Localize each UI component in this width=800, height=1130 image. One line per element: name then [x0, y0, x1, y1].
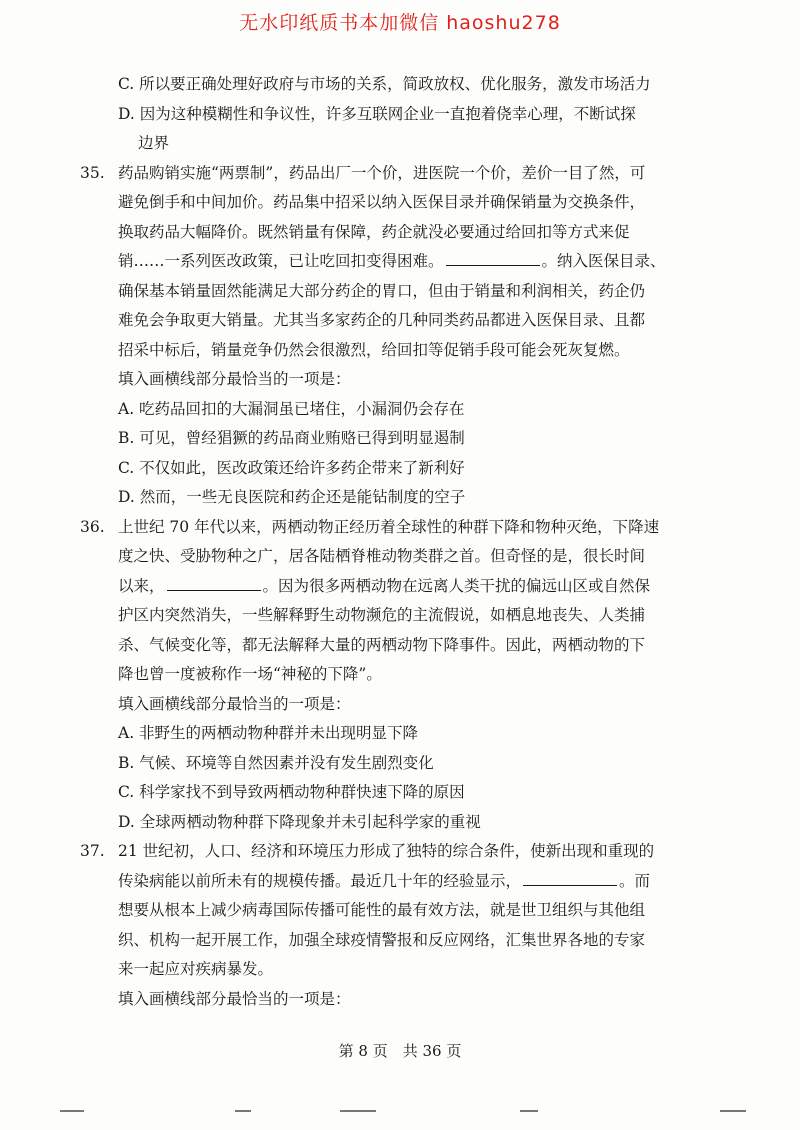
q36-option-a: A. 非野生的两栖动物种群并未出现明显下降 [118, 724, 419, 742]
q37-stem-line: 织、机构一起开展工作，加强全球疫情警报和反应网络，汇集世界各地的专家 [118, 930, 646, 949]
q36-number: 36. [80, 517, 105, 536]
q36-option-d: D. 全球两栖动物种群下降现象并未引起科学家的重视 [118, 812, 481, 831]
q37-stem-text: 传染病能以前所未有的规模传播。最近几十年的经验显示， [118, 871, 522, 890]
scan-speck [235, 1110, 251, 1112]
q35-prompt: 填入画横线部分最恰当的一项是： [118, 370, 351, 388]
q36-stem-text: 。因为很多两栖动物在远离人类干扰的偏远山区或自然保 [262, 576, 651, 595]
q35-stem-text: 销……一系列医改政策，已让吃回扣变得困难。 [118, 252, 444, 270]
q35-stem-line [80, 247, 720, 277]
scan-speck [720, 1110, 746, 1112]
q36-stem-line: 度之快、受胁物种之广，居各陆栖脊椎动物类群之首。但奇怪的是，很长时间 [118, 547, 646, 565]
scan-speck [60, 1110, 84, 1112]
q36-answer-blank [167, 572, 261, 591]
q35-number: 35. [80, 163, 105, 182]
q37-stem-text: 。而 [619, 871, 651, 890]
q37-stem-line: 来一起应对疾病暴发。 [118, 960, 274, 978]
q37-number: 37. [80, 842, 105, 860]
option-c-prev: C. 所以要正确处理好政府与市场的关系，简政放权、优化服务，激发市场活力 [118, 75, 651, 93]
page-footer: 第 8 页 共 36 页 [338, 1042, 462, 1060]
q35-answer-blank [446, 247, 540, 266]
watermark-text: 无水印纸质书本加微信 haoshu278 [239, 12, 561, 34]
option-d-prev: D. 因为这种模糊性和争议性，许多互联网企业一直抱着侥幸心理，不断试探 [118, 104, 636, 123]
q37-stem-line: 想要从根本上减少病毒国际传播可能性的最有效方法，就是世卫组织与其他组 [118, 901, 646, 919]
q37-stem-line [80, 837, 720, 867]
q35-option-d: D. 然而，一些无良医院和药企还是能钻制度的空子 [118, 488, 466, 506]
q37-prompt: 填入画横线部分最恰当的一项是： [118, 989, 351, 1008]
q37-stem-line [80, 867, 720, 897]
q36-stem-line: 杀、气候变化等，都无法解释大量的两栖动物下降事件。因此，两栖动物的下 [118, 635, 646, 654]
q37-stem-text: 21 世纪初，人口、经济和环境压力形成了独特的综合条件，使新出现和重现的 [118, 842, 655, 860]
q35-stem-line: 招采中标后，销量竞争仍然会很激烈，给回扣等促销手段可能会死灰复燃。 [118, 340, 630, 359]
q35-option-c: C. 不仅如此，医改政策还给许多药企带来了新利好 [118, 458, 465, 477]
q35-stem-line [80, 159, 720, 189]
q36-stem-text: 以来， [118, 576, 165, 595]
q36-stem-text: 上世纪 70 年代以来，两栖动物正经历着全球性的种群下降和物种灭绝，下降速 [118, 517, 660, 536]
scan-speck [520, 1110, 538, 1112]
q36-option-c: C. 科学家找不到导致两栖动物种群快速下降的原因 [118, 783, 465, 801]
option-d-prev-cont: 边界 [138, 134, 170, 152]
q36-stem-line [80, 513, 720, 543]
q35-stem-line: 难免会争取更大销量。尤其当多家药企的几种同类药品都进入医保目录、且都 [118, 311, 646, 329]
q36-prompt: 填入画横线部分最恰当的一项是： [118, 694, 351, 713]
q35-option-b: B. 可见，曾经猖獗的药品商业贿赂已得到明显遏制 [118, 429, 465, 447]
q35-stem-line: 换取药品大幅降价。既然销量有保障，药企就没必要通过给回扣等方式来促 [118, 222, 630, 241]
q36-option-b: B. 气候、环境等自然因素并没有发生剧烈变化 [118, 753, 434, 772]
scan-specks [0, 1110, 800, 1124]
q35-stem-text: 。纳入医保目录、 [541, 252, 666, 270]
scan-speck [340, 1110, 376, 1112]
q35-stem-text: 药品购销实施“两票制”，药品出厂一个价，进医院一个价，差价一目了然，可 [118, 163, 646, 182]
q37-answer-blank [523, 867, 617, 886]
q35-option-a: A. 吃药品回扣的大漏洞虽已堵住，小漏洞仍会存在 [118, 399, 465, 418]
q36-stem-line: 降也曾一度被称作一场“神秘的下降”。 [118, 665, 382, 683]
page-content [80, 70, 720, 1014]
q36-stem-line: 护区内突然消失，一些解释野生动物濒危的主流假说，如栖息地丧失、人类捕 [118, 606, 646, 624]
q35-stem-line: 确保基本销量固然能满足大部分药企的胃口，但由于销量和利润相关，药企仍 [118, 281, 646, 300]
q35-stem-line: 避免倒手和中间加价。药品集中招采以纳入医保目录并确保销量为交换条件， [118, 193, 646, 211]
q36-stem-line [80, 572, 720, 602]
